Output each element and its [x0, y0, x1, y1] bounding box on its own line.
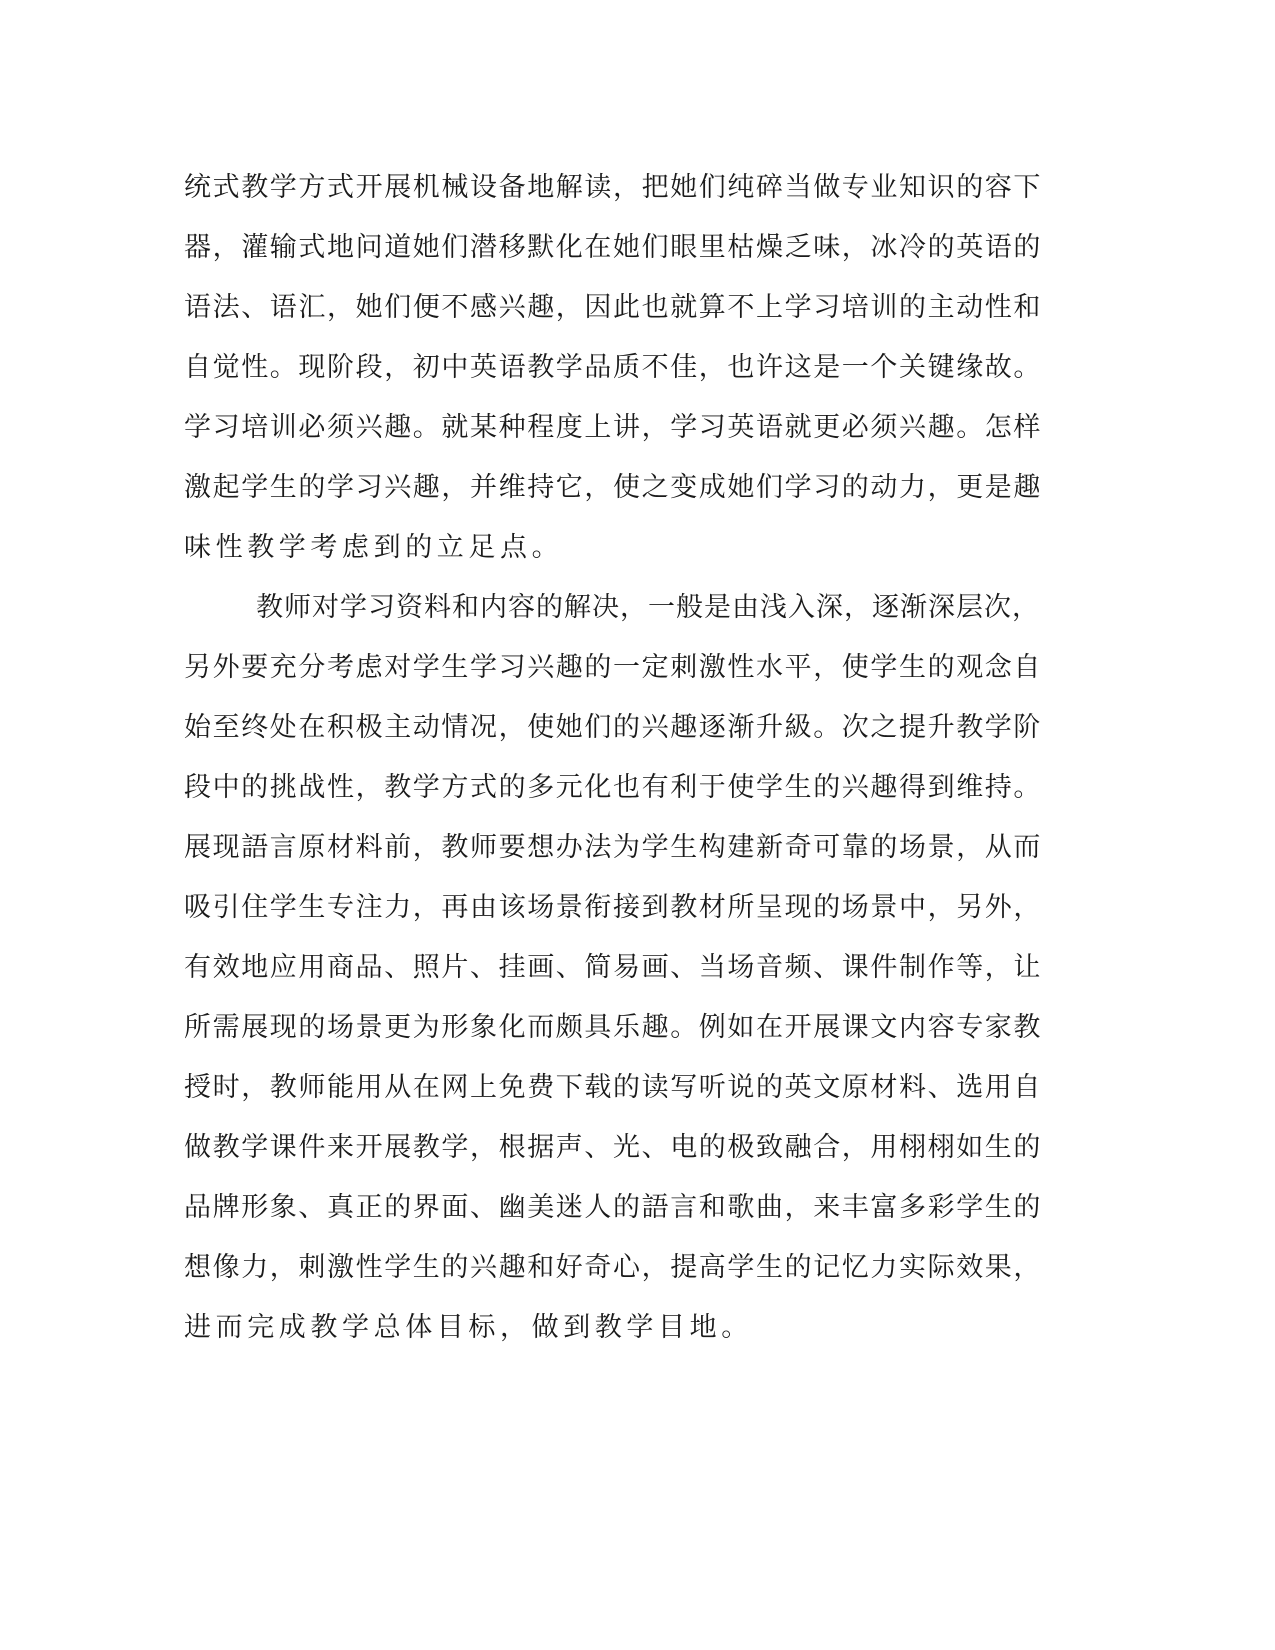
text-line: 自觉性。现阶段，初中英语教学品质不佳，也许这是一个关键缘故。: [184, 352, 1042, 383]
text-line: 器，灌输式地问道她们潜移默化在她们眼里枯燥乏味，冰冷的英语的: [184, 232, 1042, 263]
text-line: 有效地应用商品、照片、挂画、简易画、当场音频、课件制作等，让: [184, 952, 1042, 983]
text-line: 激起学生的学习兴趣，并维持它，使之变成她们学习的动力，更是趣: [184, 472, 1042, 503]
body-text: [184, 158, 1044, 1358]
text-line: 吸引住学生专注力，再由该场景衔接到教材所呈现的场景中，另外，: [184, 892, 1042, 923]
text-line: 另外要充分考虑对学生学习兴趣的一定刺激性水平，使学生的观念自: [184, 652, 1042, 683]
text-line: 所需展现的场景更为形象化而颇具乐趣。例如在开展课文内容专家教: [184, 1012, 1042, 1043]
text-line: 始至终处在积极主动情况，使她们的兴趣逐渐升級。次之提升教学阶: [184, 712, 1042, 743]
text-line: 学习培训必须兴趣。就某种程度上讲，学习英语就更必须兴趣。怎样: [184, 412, 1042, 443]
text-line: 语法、语汇，她们便不感兴趣，因此也就算不上学习培训的主动性和: [184, 292, 1042, 323]
text-line: 授时，教师能用从在网上免费下载的读写听说的英文原材料、选用自: [184, 1072, 1042, 1103]
text-line: 段中的挑战性，教学方式的多元化也有利于使学生的兴趣得到维持。: [184, 772, 1042, 803]
text-line: 进而完成教学总体目标，做到教学目地。: [184, 1312, 753, 1343]
text-line: 品牌形象、真正的界面、幽美迷人的語言和歌曲，来丰富多彩学生的: [184, 1192, 1042, 1223]
text-line: 统式教学方式开展机械设备地解读，把她们纯碎当做专业知识的容下: [184, 172, 1042, 203]
text-line: 教师对学习资料和内容的解决，一般是由浅入深，逐渐深层次，: [256, 592, 1040, 623]
text-line: 做教学课件来开展教学，根据声、光、电的极致融合，用栩栩如生的: [184, 1132, 1042, 1163]
text-line: 味性教学考虑到的立足点。: [184, 532, 564, 563]
text-line: 想像力，刺激性学生的兴趣和好奇心，提高学生的记忆力实际效果，: [184, 1252, 1042, 1283]
text-line: 展现語言原材料前，教师要想办法为学生构建新奇可靠的场景，从而: [184, 832, 1042, 863]
